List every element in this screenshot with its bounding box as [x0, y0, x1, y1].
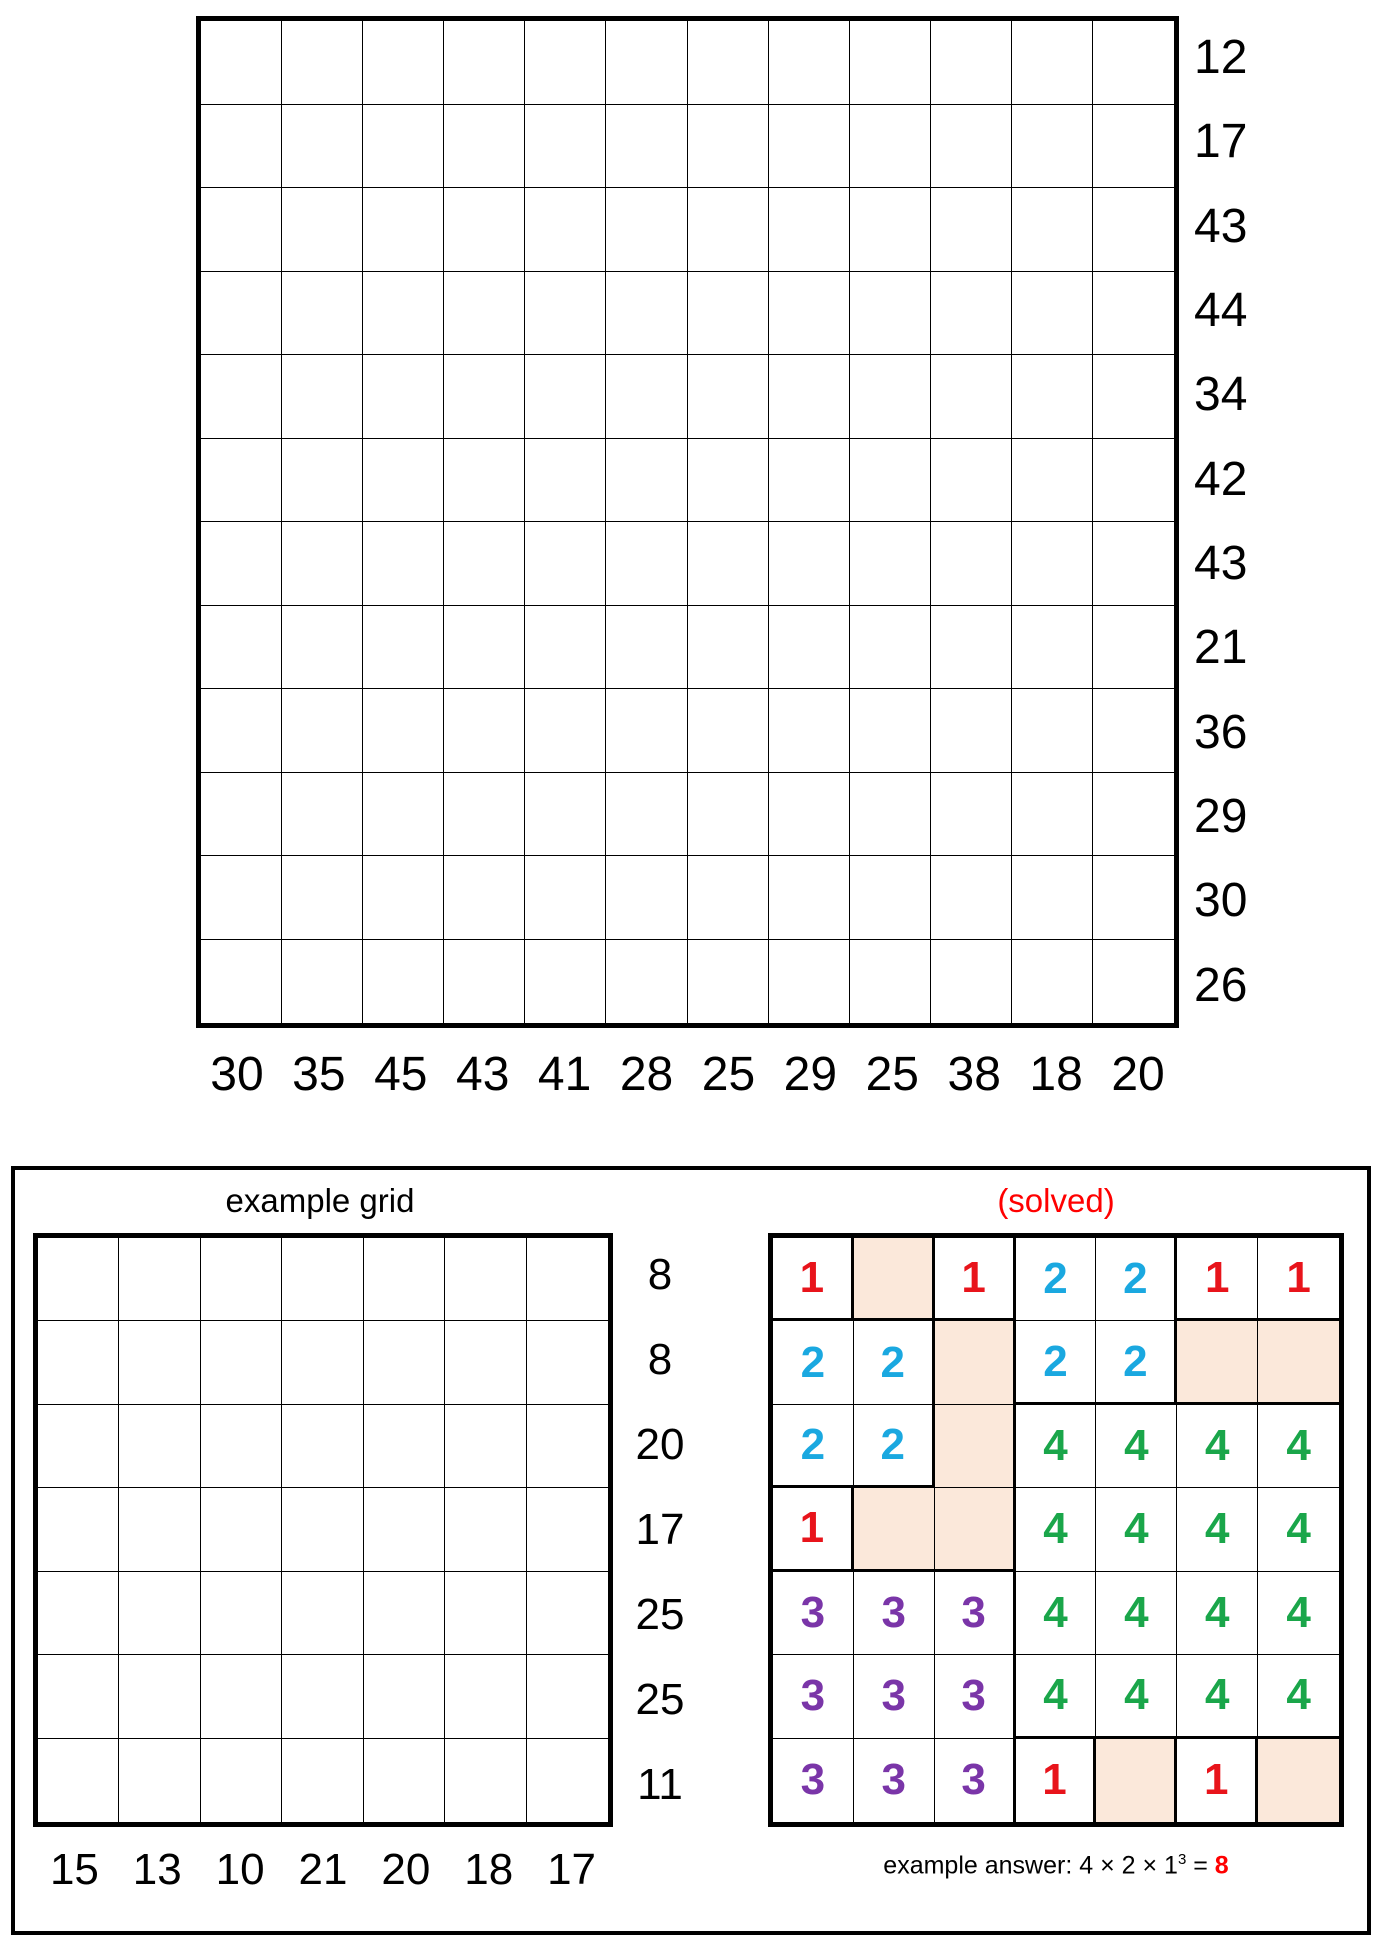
grid-cell[interactable]: [688, 606, 769, 690]
solved-digit-cell: 4: [1258, 1405, 1339, 1488]
example-grid-cell[interactable]: [38, 1572, 119, 1655]
grid-cell[interactable]: [444, 773, 525, 857]
solved-digit-cell: 4: [1096, 1488, 1177, 1571]
grid-cell[interactable]: [525, 188, 606, 272]
grid-cell[interactable]: [282, 272, 363, 356]
solved-digit-cell: 4: [1016, 1655, 1097, 1738]
solved-digit-cell: 2: [1016, 1321, 1097, 1404]
grid-cell[interactable]: [1012, 689, 1093, 773]
grid-cell[interactable]: [1012, 21, 1093, 105]
solved-digit-cell: 3: [935, 1655, 1016, 1738]
example-grid-cell[interactable]: [445, 1572, 526, 1655]
example-grid-cell[interactable]: [119, 1655, 200, 1738]
grid-cell[interactable]: [1093, 940, 1174, 1024]
grid-cell[interactable]: [606, 606, 687, 690]
grid-cell[interactable]: [606, 689, 687, 773]
grid-cell[interactable]: [1093, 689, 1174, 773]
solved-digit-cell: 4: [1258, 1655, 1339, 1738]
example-answer-expression: 4 × 2 × 1: [1079, 1851, 1178, 1880]
solved-digit-cell: 2: [1096, 1238, 1177, 1321]
grid-cell[interactable]: [769, 355, 850, 439]
grid-cell[interactable]: [201, 522, 282, 606]
grid-cell[interactable]: [201, 188, 282, 272]
grid-cell[interactable]: [201, 355, 282, 439]
example-grid-cell[interactable]: [282, 1238, 363, 1321]
grid-cell[interactable]: [282, 439, 363, 523]
example-grid-cell[interactable]: [527, 1739, 608, 1822]
example-grid-cell[interactable]: [38, 1405, 119, 1488]
example-grid-cell[interactable]: [38, 1655, 119, 1738]
grid-cell[interactable]: [1012, 105, 1093, 189]
grid-cell[interactable]: [1093, 606, 1174, 690]
example-grid-cell[interactable]: [38, 1321, 119, 1404]
example-answer-label: example answer:: [883, 1851, 1073, 1880]
grid-cell[interactable]: [1012, 439, 1093, 523]
grid-cell[interactable]: [688, 940, 769, 1024]
row-clue: 43: [1194, 199, 1248, 253]
column-clue: 20: [1111, 1048, 1165, 1101]
grid-cell[interactable]: [525, 689, 606, 773]
grid-cell[interactable]: [688, 856, 769, 940]
example-column-clue: 13: [132, 1845, 182, 1894]
solved-digit-cell: 4: [1016, 1405, 1097, 1488]
example-column-clue: 20: [381, 1845, 431, 1894]
grid-cell[interactable]: [525, 272, 606, 356]
grid-cell[interactable]: [282, 355, 363, 439]
example-grid-cell[interactable]: [38, 1238, 119, 1321]
example-grid-cell[interactable]: [282, 1405, 363, 1488]
grid-cell[interactable]: [1093, 773, 1174, 857]
solved-example-grid: [768, 1233, 1344, 1827]
grid-cell[interactable]: [444, 856, 525, 940]
grid-cell[interactable]: [931, 689, 1012, 773]
grid-cell[interactable]: [1012, 606, 1093, 690]
example-row-clue: 25: [635, 1589, 685, 1639]
example-grid-cell[interactable]: [201, 1488, 282, 1571]
example-grid-cell[interactable]: [445, 1739, 526, 1822]
grid-cell[interactable]: [1093, 856, 1174, 940]
grid-cell[interactable]: [363, 439, 444, 523]
solved-digit-cell: 3: [854, 1739, 935, 1822]
solved-digit-cell: 2: [773, 1405, 854, 1488]
shaded-cell: [854, 1488, 935, 1571]
grid-cell[interactable]: [769, 188, 850, 272]
grid-cell[interactable]: [1093, 21, 1174, 105]
example-row-clue: 17: [635, 1504, 685, 1554]
example-grid-cell[interactable]: [445, 1488, 526, 1571]
solved-digit-cell: 4: [1016, 1488, 1097, 1571]
grid-cell[interactable]: [931, 21, 1012, 105]
row-clue: 30: [1194, 874, 1248, 928]
solved-digit-cell: 4: [1177, 1655, 1258, 1738]
example-grid-cell[interactable]: [119, 1238, 200, 1321]
example-column-clue: 17: [547, 1845, 597, 1894]
grid-cell[interactable]: [850, 522, 931, 606]
example-grid-cell[interactable]: [282, 1321, 363, 1404]
example-grid: [33, 1233, 613, 1827]
grid-cell[interactable]: [931, 856, 1012, 940]
grid-cell[interactable]: [769, 606, 850, 690]
grid-cell[interactable]: [769, 272, 850, 356]
grid-cell[interactable]: [363, 188, 444, 272]
example-grid-cell[interactable]: [527, 1321, 608, 1404]
grid-cell[interactable]: [363, 272, 444, 356]
example-grid-cell[interactable]: [201, 1572, 282, 1655]
grid-cell[interactable]: [850, 606, 931, 690]
example-grid-cell[interactable]: [527, 1238, 608, 1321]
grid-cell[interactable]: [363, 105, 444, 189]
grid-cell[interactable]: [931, 439, 1012, 523]
example-grid-cell[interactable]: [527, 1405, 608, 1488]
row-clue: 42: [1194, 452, 1248, 506]
example-grid-cell[interactable]: [445, 1321, 526, 1404]
example-row-clue: 8: [647, 1335, 673, 1385]
row-clue: 17: [1194, 115, 1248, 169]
row-clue: 21: [1194, 621, 1248, 675]
grid-cell[interactable]: [606, 355, 687, 439]
grid-cell[interactable]: [444, 522, 525, 606]
example-grid-cell[interactable]: [38, 1488, 119, 1571]
grid-cell[interactable]: [606, 940, 687, 1024]
grid-cell[interactable]: [850, 940, 931, 1024]
grid-cell[interactable]: [1093, 355, 1174, 439]
grid-cell[interactable]: [850, 355, 931, 439]
grid-cell[interactable]: [525, 940, 606, 1024]
grid-cell[interactable]: [850, 856, 931, 940]
puzzle-column-clues: [196, 1040, 1179, 1110]
grid-cell[interactable]: [931, 188, 1012, 272]
grid-cell[interactable]: [850, 773, 931, 857]
grid-cell[interactable]: [201, 272, 282, 356]
grid-cell[interactable]: [201, 439, 282, 523]
solved-digit-cell: 1: [1177, 1238, 1258, 1321]
shaded-cell: [1096, 1739, 1177, 1822]
grid-cell[interactable]: [201, 689, 282, 773]
example-grid-cell[interactable]: [282, 1739, 363, 1822]
grid-cell[interactable]: [282, 105, 363, 189]
grid-cell[interactable]: [1012, 856, 1093, 940]
grid-cell[interactable]: [444, 689, 525, 773]
example-grid-cell[interactable]: [119, 1739, 200, 1822]
solved-digit-cell: 1: [1016, 1739, 1097, 1822]
solved-digit-cell: 4: [1016, 1572, 1097, 1655]
row-clue: 34: [1194, 368, 1248, 422]
example-column-clue: 15: [49, 1845, 99, 1894]
grid-cell[interactable]: [850, 105, 931, 189]
grid-cell[interactable]: [363, 689, 444, 773]
grid-cell[interactable]: [444, 940, 525, 1024]
column-clue: 43: [456, 1048, 510, 1101]
grid-cell[interactable]: [525, 522, 606, 606]
grid-cell[interactable]: [850, 689, 931, 773]
grid-cell[interactable]: [363, 940, 444, 1024]
example-grid-cell[interactable]: [282, 1655, 363, 1738]
grid-cell[interactable]: [769, 439, 850, 523]
grid-cell[interactable]: [688, 272, 769, 356]
example-grid-cell[interactable]: [119, 1488, 200, 1571]
row-clue: 26: [1194, 958, 1248, 1012]
grid-cell[interactable]: [201, 21, 282, 105]
solved-digit-cell: 3: [773, 1655, 854, 1738]
example-column-clue: 18: [464, 1845, 514, 1894]
solved-digit-cell: 4: [1177, 1488, 1258, 1571]
example-grid-cell[interactable]: [364, 1405, 445, 1488]
example-grid-cell[interactable]: [201, 1238, 282, 1321]
grid-cell[interactable]: [688, 773, 769, 857]
grid-cell[interactable]: [525, 355, 606, 439]
shaded-cell: [935, 1405, 1016, 1488]
solved-digit-cell: 2: [854, 1405, 935, 1488]
example-grid-cell[interactable]: [445, 1405, 526, 1488]
grid-cell[interactable]: [444, 188, 525, 272]
grid-cell[interactable]: [931, 522, 1012, 606]
example-grid-cell[interactable]: [201, 1405, 282, 1488]
solved-digit-cell: 4: [1258, 1572, 1339, 1655]
grid-cell[interactable]: [444, 439, 525, 523]
solved-digit-cell: 1: [935, 1238, 1016, 1321]
grid-cell[interactable]: [1012, 940, 1093, 1024]
grid-cell[interactable]: [769, 856, 850, 940]
example-column-clues: [33, 1838, 613, 1902]
example-answer-exponent: 3: [1177, 1851, 1187, 1868]
grid-cell[interactable]: [282, 856, 363, 940]
shaded-cell: [935, 1488, 1016, 1571]
example-row-clue: 8: [647, 1250, 673, 1300]
grid-cell[interactable]: [282, 940, 363, 1024]
solved-digit-cell: 3: [773, 1572, 854, 1655]
grid-cell[interactable]: [606, 522, 687, 606]
row-clue: 43: [1194, 537, 1248, 591]
grid-cell[interactable]: [606, 188, 687, 272]
example-grid-cell[interactable]: [364, 1238, 445, 1321]
grid-cell[interactable]: [850, 21, 931, 105]
grid-cell[interactable]: [363, 773, 444, 857]
grid-cell[interactable]: [688, 689, 769, 773]
solved-digit-cell: 3: [773, 1739, 854, 1822]
grid-cell[interactable]: [931, 606, 1012, 690]
row-clue: 36: [1194, 705, 1248, 759]
grid-cell[interactable]: [1093, 188, 1174, 272]
example-column-clue: 10: [215, 1845, 265, 1894]
grid-cell[interactable]: [769, 21, 850, 105]
column-clue: 35: [292, 1048, 346, 1101]
example-grid-cell[interactable]: [364, 1572, 445, 1655]
solved-digit-cell: 1: [773, 1238, 854, 1321]
grid-cell[interactable]: [606, 856, 687, 940]
grid-cell[interactable]: [688, 439, 769, 523]
grid-cell[interactable]: [363, 21, 444, 105]
grid-cell[interactable]: [931, 272, 1012, 356]
grid-cell[interactable]: [282, 188, 363, 272]
grid-cell[interactable]: [688, 355, 769, 439]
grid-cell[interactable]: [282, 522, 363, 606]
grid-cell[interactable]: [282, 689, 363, 773]
grid-cell[interactable]: [688, 21, 769, 105]
grid-cell[interactable]: [1012, 188, 1093, 272]
solved-digit-cell: 1: [773, 1488, 854, 1571]
column-clue: 25: [865, 1048, 919, 1101]
solved-digit-cell: 3: [854, 1655, 935, 1738]
solved-digit-cell: 3: [935, 1572, 1016, 1655]
example-grid-cell[interactable]: [201, 1739, 282, 1822]
grid-cell[interactable]: [525, 439, 606, 523]
grid-cell[interactable]: [363, 856, 444, 940]
grid-cell[interactable]: [688, 522, 769, 606]
grid-cell[interactable]: [282, 21, 363, 105]
grid-cell[interactable]: [1093, 105, 1174, 189]
grid-cell[interactable]: [769, 522, 850, 606]
column-clue: 28: [619, 1048, 674, 1101]
grid-cell[interactable]: [1093, 272, 1174, 356]
example-grid-cell[interactable]: [445, 1655, 526, 1738]
example-grid-cell[interactable]: [364, 1739, 445, 1822]
grid-cell[interactable]: [282, 606, 363, 690]
example-grid-cell[interactable]: [119, 1572, 200, 1655]
solved-digit-cell: 2: [854, 1321, 935, 1404]
example-grid-cell[interactable]: [119, 1321, 200, 1404]
grid-cell[interactable]: [201, 105, 282, 189]
solved-digit-cell: 4: [1258, 1488, 1339, 1571]
solved-digit-cell: 3: [935, 1739, 1016, 1822]
example-answer-equals: =: [1193, 1851, 1208, 1880]
grid-cell[interactable]: [525, 856, 606, 940]
shaded-cell: [1177, 1321, 1258, 1404]
grid-cell[interactable]: [850, 272, 931, 356]
grid-cell[interactable]: [769, 773, 850, 857]
puzzle-grid: [196, 16, 1179, 1028]
example-grid-cell[interactable]: [282, 1572, 363, 1655]
example-column-clue: 21: [298, 1845, 348, 1894]
shaded-cell: [854, 1238, 935, 1321]
example-grid-cell[interactable]: [282, 1488, 363, 1571]
example-answer-value: 8: [1214, 1851, 1229, 1880]
example-grid-title: example grid: [225, 1182, 415, 1219]
grid-cell[interactable]: [606, 439, 687, 523]
example-grid-cell[interactable]: [201, 1655, 282, 1738]
grid-cell[interactable]: [931, 773, 1012, 857]
solved-digit-cell: 4: [1177, 1405, 1258, 1488]
grid-cell[interactable]: [1012, 773, 1093, 857]
example-grid-cell[interactable]: [364, 1488, 445, 1571]
column-clue: 25: [701, 1048, 756, 1101]
example-grid-cell[interactable]: [201, 1321, 282, 1404]
grid-cell[interactable]: [606, 272, 687, 356]
example-grid-cell[interactable]: [364, 1321, 445, 1404]
grid-cell[interactable]: [1012, 355, 1093, 439]
example-row-clues: [620, 1233, 700, 1827]
grid-cell[interactable]: [769, 940, 850, 1024]
example-answer: [768, 1852, 1344, 1878]
grid-cell[interactable]: [444, 21, 525, 105]
column-clue: 29: [783, 1048, 838, 1101]
solved-digit-cell: 2: [1016, 1238, 1097, 1321]
solved-digit-cell: 2: [773, 1321, 854, 1404]
grid-cell[interactable]: [850, 188, 931, 272]
grid-cell[interactable]: [525, 105, 606, 189]
grid-cell[interactable]: [201, 856, 282, 940]
grid-cell[interactable]: [769, 689, 850, 773]
row-clue: 44: [1194, 284, 1248, 338]
shaded-cell: [935, 1321, 1016, 1404]
puzzle-row-clues: [1194, 16, 1274, 1028]
grid-cell[interactable]: [931, 105, 1012, 189]
column-clue: 45: [374, 1048, 428, 1101]
grid-cell[interactable]: [363, 606, 444, 690]
example-grid-cell[interactable]: [119, 1405, 200, 1488]
grid-cell[interactable]: [444, 606, 525, 690]
solved-digit-cell: 1: [1177, 1739, 1258, 1822]
solved-digit-cell: 4: [1096, 1405, 1177, 1488]
grid-cell[interactable]: [444, 105, 525, 189]
solved-grid-title: (solved): [997, 1182, 1115, 1219]
solved-digit-cell: 4: [1177, 1572, 1258, 1655]
column-clue: 38: [947, 1048, 1001, 1101]
solved-digit-cell: 2: [1096, 1321, 1177, 1404]
grid-cell[interactable]: [931, 940, 1012, 1024]
example-grid-cell[interactable]: [527, 1572, 608, 1655]
example-grid-cell[interactable]: [527, 1488, 608, 1571]
shaded-cell: [1258, 1739, 1339, 1822]
grid-cell[interactable]: [444, 272, 525, 356]
grid-cell[interactable]: [201, 773, 282, 857]
grid-cell[interactable]: [606, 105, 687, 189]
example-grid-cell[interactable]: [364, 1655, 445, 1738]
grid-cell[interactable]: [525, 773, 606, 857]
grid-cell[interactable]: [931, 355, 1012, 439]
grid-cell[interactable]: [201, 606, 282, 690]
example-grid-cell[interactable]: [38, 1739, 119, 1822]
grid-cell[interactable]: [525, 21, 606, 105]
grid-cell[interactable]: [688, 188, 769, 272]
example-row-clue: 11: [637, 1759, 683, 1809]
grid-cell[interactable]: [1093, 522, 1174, 606]
grid-cell[interactable]: [606, 773, 687, 857]
column-clue: 18: [1029, 1048, 1083, 1101]
grid-cell[interactable]: [363, 355, 444, 439]
grid-cell[interactable]: [850, 439, 931, 523]
grid-cell[interactable]: [444, 355, 525, 439]
grid-cell[interactable]: [1012, 522, 1093, 606]
solved-digit-cell: 3: [854, 1572, 935, 1655]
column-clue: 30: [210, 1048, 264, 1101]
grid-cell[interactable]: [1012, 272, 1093, 356]
example-grid-cell[interactable]: [445, 1238, 526, 1321]
example-grid-cell[interactable]: [527, 1655, 608, 1738]
solved-digit-cell: 1: [1258, 1238, 1339, 1321]
grid-cell[interactable]: [282, 773, 363, 857]
grid-cell[interactable]: [363, 522, 444, 606]
example-row-clue: 25: [635, 1674, 685, 1724]
grid-cell[interactable]: [1093, 439, 1174, 523]
grid-cell[interactable]: [201, 940, 282, 1024]
row-clue: 12: [1194, 31, 1248, 85]
grid-cell[interactable]: [769, 105, 850, 189]
grid-cell[interactable]: [688, 105, 769, 189]
solved-digit-cell: 4: [1096, 1655, 1177, 1738]
solved-digit-cell: 4: [1096, 1572, 1177, 1655]
grid-cell[interactable]: [606, 21, 687, 105]
example-row-clue: 20: [635, 1420, 685, 1470]
shaded-cell: [1258, 1321, 1339, 1404]
grid-cell[interactable]: [525, 606, 606, 690]
column-clue: 41: [537, 1048, 592, 1101]
row-clue: 29: [1194, 790, 1248, 844]
